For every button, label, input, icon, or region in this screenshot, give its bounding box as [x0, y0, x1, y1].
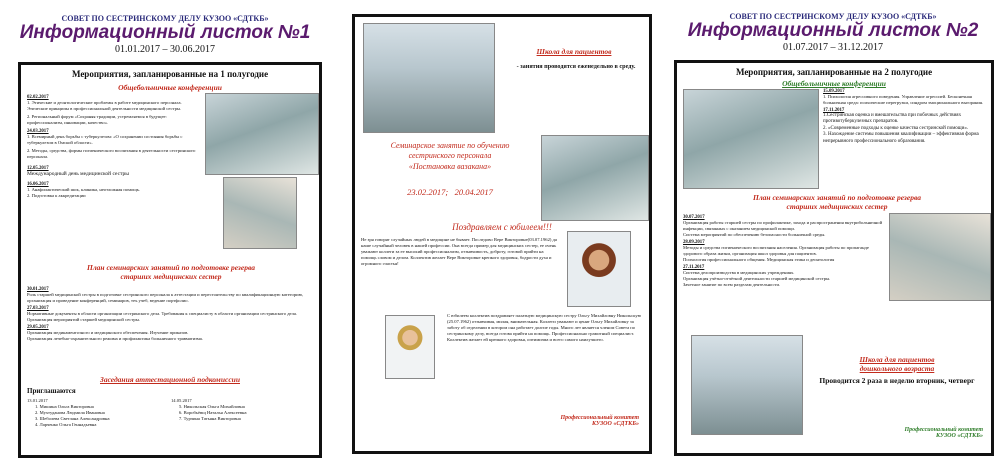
conf-item: 1. Всемирный день борьбы с туберкулезом: «О сохранении состояния борьбы с туберкулезом в Омской области». [27, 133, 183, 145]
left-box-title: Мероприятия, запланированные на 1 полугодие [71, 69, 269, 79]
congrats-text-2: С юбилеем коллектив поздравляет палатную медицинскую сестру Ольгу Михайловну Никольскую (25.07.1962) отзывчивая, милая, внимательная. Коллеги уважают и ценят Ольгу Михайловну за заботу об отделении в котором она работает долгие годы. Много лет является членом Совета по сестринскому делу, всегда готова прийти на помощь. Профессионально грамотный специалист. Коллектив желает ей крепкого здоровья, оптимизма и всего самого наилучшего. [447, 313, 642, 342]
right-school [807, 355, 987, 386]
right-plan-list [683, 215, 883, 288]
right-conf-heading: Общебольничные конференции [782, 79, 886, 88]
jubilee-portrait-2 [385, 315, 435, 379]
plan-item: Методы и средства гигиенического воспитания населения. Организация работы по пропаганде здорового образа жизни, организация школ здоровья для пациентов. [683, 244, 869, 256]
seminar-line: Семинарское занятие по обучению [390, 141, 510, 150]
plan-date: 30.01.2017 [27, 287, 49, 292]
congrats-heading: Поздравляем с юбилеем!!! [452, 222, 552, 232]
award-photo [223, 177, 297, 249]
right-conference-photo [683, 89, 819, 189]
seminar-dates: 23.02.2017; 20.04.2017 [407, 187, 493, 197]
plan-date: 27.03.2017 [27, 305, 49, 311]
right-plan-heading: План семинарских занятий по подготовке резерва старших медицинских сестер [752, 193, 921, 212]
invited-date: 13.01.2017 [27, 398, 48, 403]
invited-group-1 [27, 398, 171, 428]
invited-name: 2. Мухтуданова Людмила Ивановна [35, 409, 105, 415]
left-invited [27, 398, 315, 428]
children-school-photo [691, 335, 803, 435]
plan-date: 28.09.2017 [683, 239, 705, 245]
left-org: СОВЕТ ПО СЕСТРИНСКОМУ ДЕЛУ КУЗОО «СДТКБ» [61, 14, 269, 23]
plan-date: 27.11.2017 [683, 264, 705, 270]
conf-item: Международный день медицинской сестры [27, 170, 129, 177]
left-header [0, 14, 330, 55]
patients-school-photo [363, 23, 495, 133]
plan-item: Организация медикаментозного и медицинского обеспечения. Изучение приказов. [27, 329, 189, 335]
conf-item: 3. Нахождение системы повышения квалификации – эффективная форма непрерывного профессионального образования. [823, 132, 979, 144]
conf-date: 12.05.2017 [27, 165, 49, 171]
conf-item: 2. «Современные подходы к оценке качества сестринской помощи». [823, 125, 969, 131]
congrats-text-1: Не зря говорят случайных людей в медицине не бывает. Последово Вере Викторовне(03.07.1962) да наше случайный человек в нашей профессии. Она всегда пример для медицинских сестер, ее очень уважают коллеги за ее высокий профессионализм, отзывчивость, доброту, готовой прийти на помощь словом и делом. Коллектив желает Вере Викторовне крепкого здоровья, бодрости духа и огромного счастья! [361, 237, 557, 266]
conf-date: 15.09.2017 [823, 89, 845, 94]
right-org: СОВЕТ ПО СЕСТРИНСКОМУ ДЕЛУ КУЗОО «СДТКБ» [729, 12, 937, 21]
right-dates: 01.07.2017 – 31.12.2017 [783, 41, 883, 53]
invited-name: 3. Шеболева Светлана Александровна [35, 415, 110, 421]
left-conf-list [27, 95, 203, 199]
middle-leaflet [352, 14, 652, 454]
left-invited-heading: Приглашаются [27, 387, 76, 395]
plan-date: 30.07.2017 [683, 215, 705, 220]
hospital-room-photo [889, 213, 991, 301]
plan-item: Организация учётно-отчётной деятельности старшей медицинской сестры. [683, 275, 831, 281]
plan-item: Зачетное занятие по всем разделам деятельности. [683, 281, 781, 287]
conf-item: 1. Анафилактический шок, клиника, неотложная помощь. [27, 186, 141, 192]
middle-committee [439, 415, 639, 427]
right-leaflet [666, 0, 1000, 468]
plan-item: Психология профессионального общения. Медицинская этика и деонтология [683, 256, 835, 262]
middle-school-heading: Школа для пациентов [536, 47, 612, 56]
left-plan-heading: План семинарских занятий по подготовке резерва старших медицинских сестер [86, 263, 255, 282]
seminar-photo [541, 135, 649, 221]
left-events-box [18, 62, 322, 458]
middle-school-text: - занятия проводятся еженедельно в среду. [516, 63, 636, 70]
conf-item: 2. Подготовка к аккредитации [27, 192, 86, 198]
conf-item: 1. Этические и деонтологические проблемы в работе медицинского персонала. Этические принципы в профессиональной деятельности медицинской сестры. [27, 100, 182, 111]
conference-photo [205, 93, 319, 175]
invited-name: 7. Турчина Татьяна Викторовна [179, 415, 241, 421]
jubilee-portrait-1 [567, 231, 631, 307]
invited-date: 14.05.2017 [171, 398, 192, 403]
right-box-title: Мероприятия, запланированные на 2 полугодие [735, 67, 933, 77]
plan-item: Организация мероприятий старшей медицинской сестры. [27, 316, 140, 322]
invited-name: 5. Никольская Ольга Михайловна [179, 403, 245, 409]
right-header [666, 12, 1000, 53]
committee-line: КУЗОО «СДТКБ» [591, 421, 639, 427]
left-plan-list [27, 287, 315, 342]
plan-date: 29.05.2017 [27, 324, 49, 330]
right-school-heading: дошкольного возраста [859, 364, 935, 373]
seminar-title [361, 141, 539, 172]
plan-item: Организация работы старшей сестры по профилактике, захода и распространения внутрибольничной инфекции, связанных с оказанием медицинской помощи. [683, 220, 883, 231]
left-conf-heading: Общебольничные конференции [118, 83, 222, 92]
committee-line: Профессиональный комитет [904, 427, 983, 433]
plan-item: Система мероприятий по обеспечению безопасности больничной среды. [683, 231, 826, 237]
invited-name: 4. Ларченко Ольга Геннадьевна [35, 421, 97, 427]
conf-date: 17.11.2017 [823, 107, 845, 113]
plan-item: Система делопроизводства в медицинских учреждениях. [683, 269, 795, 275]
plan-item: Нормативные документы в области организации сестринского дела. Требования к специалисту в области организации сестринского дела. [27, 310, 298, 316]
conf-date: 16.06.2017 [27, 181, 49, 187]
seminar-line: сестринского персонала [408, 151, 492, 161]
seminar-line: «Постановка вазакана» [408, 161, 492, 171]
right-conf-list [823, 89, 989, 145]
right-school-text: Проводится 2 раза в неделю вторник, четверг [819, 376, 975, 385]
right-title: Информационный листок №2 [687, 20, 979, 41]
left-dates: 01.01.2017 – 30.06.2017 [115, 43, 215, 55]
conf-item: 1.Сестринская оценка и вмешательства при побочных действиях противотуберкулезных препаратов. [823, 112, 962, 125]
plan-item: Роль старшей медицинской сестры в подготовке сестринского персонала к аттестации и перестоятельству по квалификационную категорию, организация и проведение конференций, семинаров, тех.учеб, ведение портфолио. [27, 292, 304, 303]
conf-item: 2. Региональный форум «Сохраняя традиции, устремляемся в будущее: профессионализм, инновации, качество». [27, 113, 167, 125]
conf-date: 02.02.2017 [27, 95, 49, 100]
left-leaflet [0, 0, 330, 468]
conf-item: 1. Психология агрессивного поведения. Управление агрессией. Бесконечная больничная среда: психические перегрузки, синдром эмоционального выгорания. [823, 94, 984, 105]
right-events-box [674, 60, 994, 456]
invited-group-2 [171, 398, 315, 428]
committee-line: КУЗОО «СДТКБ» [935, 433, 983, 439]
conf-date: 24.03.2017 [27, 128, 49, 134]
left-attest-heading: Заседания аттестационной подкомиссии [100, 375, 240, 384]
right-school-heading: Школа для пациентов [859, 355, 935, 364]
invited-name: 1. Мишина Ольга Викторовна [35, 403, 94, 409]
committee-line: Профессиональный комитет [560, 415, 639, 421]
right-committee [783, 427, 983, 439]
conf-item: 2. Методы, средства, формы гигиенического воспитания в деятельности сестринского персонала. [27, 147, 196, 159]
left-title: Информационный листок №1 [19, 22, 311, 43]
plan-item: Организация лечебно-охранительного режима и профилактика больничного травматизма. [27, 335, 203, 341]
invited-name: 6. Воробьёвщ Наталья Алексеевна [179, 409, 247, 415]
